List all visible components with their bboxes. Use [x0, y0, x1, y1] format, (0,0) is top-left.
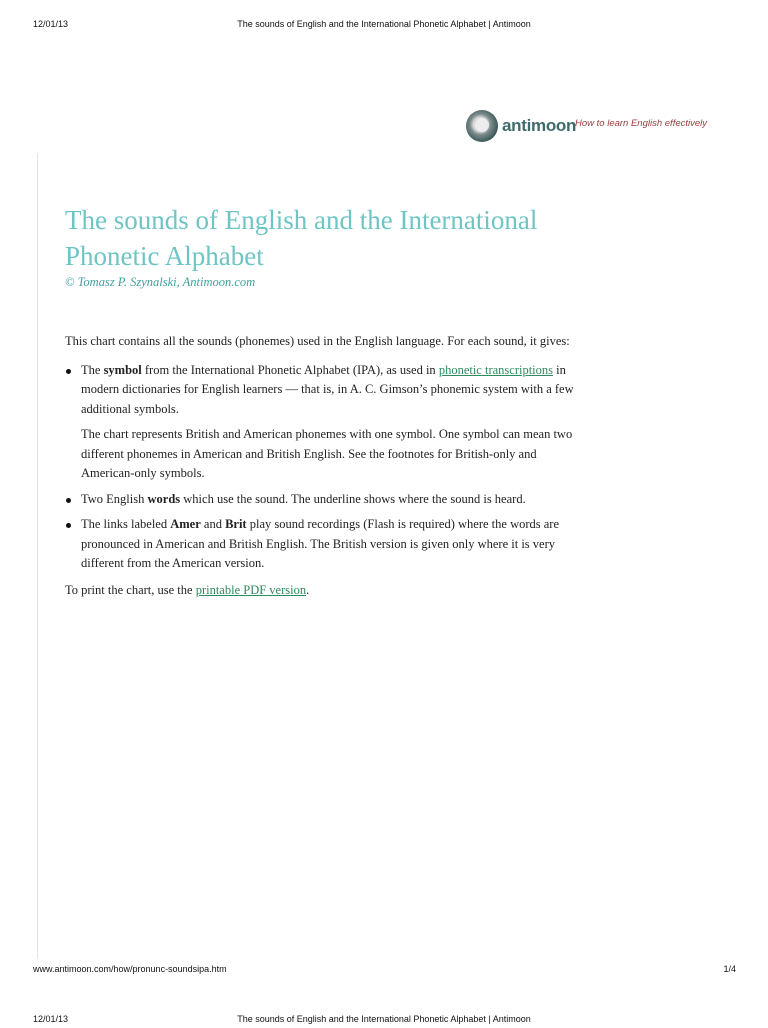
print-footer	[0, 964, 768, 978]
print-instructions: To print the chart, use the printable PDF version.	[65, 582, 310, 597]
bullet-icon	[66, 523, 71, 528]
print-page-number: 1/4	[723, 964, 736, 974]
byline: © Tomasz P. Szynalski, Antimoon.com	[65, 275, 256, 289]
print-date: 12/01/13	[33, 1014, 69, 1024]
print-header-next-page	[0, 1014, 768, 1028]
logo-wordmark: antimoon	[502, 116, 577, 135]
logo-tagline: How to learn English effectively	[575, 118, 708, 129]
phonetic-transcriptions-link[interactable]: phonetic transcriptions	[438, 362, 554, 377]
list-item-words: Two English words which use the sound. The underline shows where the sound is heard.	[65, 490, 577, 510]
print-title: The sounds of English and the International Phonetic Alphabet | Antimoon	[237, 19, 531, 29]
print-url: www.antimoon.com/how/pronunc-soundsipa.htm	[33, 964, 227, 974]
print-date: 12/01/13	[33, 19, 69, 29]
feature-list	[65, 361, 577, 574]
print-title: The sounds of English and the International Phonetic Alphabet | Antimoon	[237, 1014, 531, 1024]
bullet-icon	[66, 369, 71, 374]
chart-note: The chart represents British and American phonemes with one symbol. One symbol can mean two different phonemes in American and British English. See the footnotes for British-only and American-only symbols.	[81, 427, 573, 480]
list-item-recordings: The links labeled Amer and Brit play sound recordings (Flash is required) where the words are pronounced in American and British English. The British version is given only where it is very different from the American version.	[65, 515, 577, 574]
page-title: The sounds of English and the International Phonetic Alphabet	[65, 205, 538, 271]
print-header	[0, 19, 768, 33]
list-item-symbol: The symbol from the International Phonetic Alphabet (IPA), as used in phonetic transcriptions in modern dictionaries for English learners — that is, in A. C. Gimson’s phonemic system with a few additional symbols. The chart represents British and American phonemes with one symbol. One symbol can mean two different phonemes in American and British English. See the footnotes for British-only and American-only symbols.	[65, 361, 577, 484]
printable-pdf-link[interactable]: printable PDF version	[195, 582, 307, 597]
left-rule	[37, 153, 38, 959]
moon-logo-icon	[466, 110, 498, 142]
article-body	[65, 332, 577, 609]
antimoon-logo[interactable]	[466, 110, 706, 146]
intro-paragraph: This chart contains all the sounds (phonemes) used in the English language. For each sound, it gives:	[65, 334, 570, 348]
bullet-icon	[66, 498, 71, 503]
